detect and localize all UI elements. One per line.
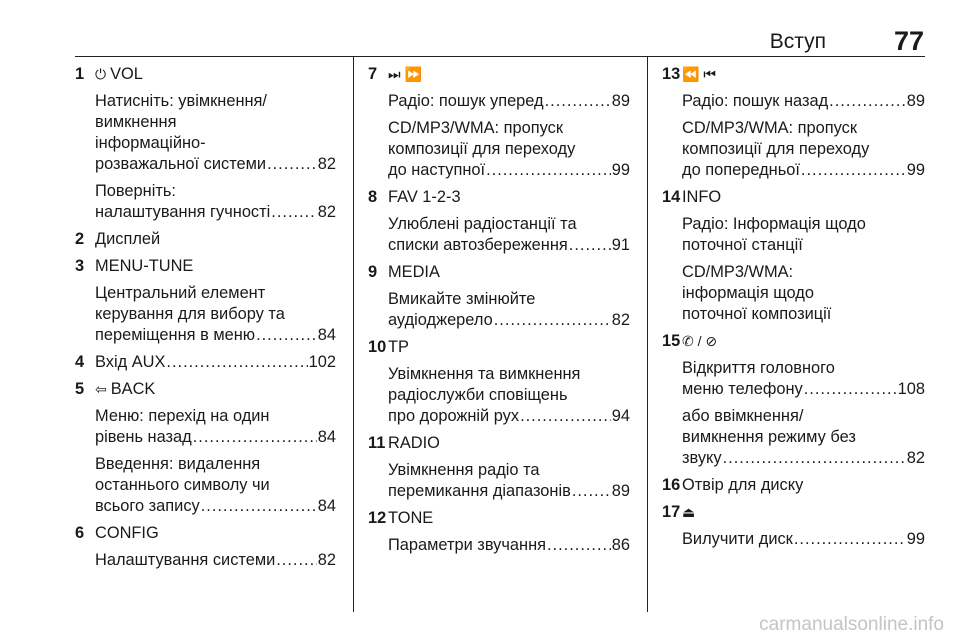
dot-leader xyxy=(271,202,316,223)
dot-leader xyxy=(804,379,897,400)
text-line: поточної станції xyxy=(682,236,803,254)
index-line xyxy=(682,379,925,400)
entry-paragraph xyxy=(682,529,925,550)
dot-leader xyxy=(256,325,317,346)
index-line xyxy=(95,154,336,175)
column-divider xyxy=(353,57,354,612)
legend-entry xyxy=(75,256,336,346)
dot-leader xyxy=(829,91,906,112)
index-text: списки автозбереження xyxy=(388,236,568,254)
index-line xyxy=(95,550,336,571)
page-ref: 99 xyxy=(906,161,925,179)
entry-title: MENU-TUNE xyxy=(95,257,194,275)
page-ref: 82 xyxy=(317,203,336,221)
text-line: Улюблені радіостанції та xyxy=(388,215,577,233)
entry-number: 2 xyxy=(75,230,85,248)
index-line xyxy=(388,235,630,256)
entry-body xyxy=(388,337,630,427)
entry-paragraph xyxy=(95,550,336,571)
entry-body xyxy=(682,187,925,325)
entry-title: CONFIG xyxy=(95,524,159,542)
dot-leader xyxy=(794,529,906,550)
entry-number: 1 xyxy=(75,65,85,83)
entry-number: 4 xyxy=(75,353,85,371)
text-line: композиції для переходу xyxy=(682,140,870,158)
seek-forward-icon: ⏭ ⏩ xyxy=(388,66,422,82)
page-ref: 84 xyxy=(317,326,336,344)
index-line xyxy=(95,202,336,223)
entry-paragraph xyxy=(95,91,336,175)
text-line: інформаційно- xyxy=(95,134,206,152)
entry-heading xyxy=(95,256,336,277)
index-text: всього запису xyxy=(95,497,200,515)
entry-title: RADIO xyxy=(388,434,440,452)
page-ref: 82 xyxy=(906,449,925,467)
legend-entry xyxy=(75,64,336,223)
index-text: перемикання діапазонів xyxy=(388,482,571,500)
entry-number: 7 xyxy=(368,65,378,83)
index-text: про дорожній рух xyxy=(388,407,520,425)
text-line: вимкнення xyxy=(95,113,177,131)
dot-leader xyxy=(569,235,611,256)
entry-title: TP xyxy=(388,338,409,356)
legend-entry xyxy=(368,64,630,181)
dot-leader xyxy=(166,352,307,373)
entry-heading xyxy=(95,352,336,373)
entry-heading xyxy=(682,502,925,523)
entry-paragraph xyxy=(388,214,630,256)
entry-title: BACK xyxy=(110,380,156,398)
entry-heading xyxy=(682,475,925,496)
legend-entry xyxy=(75,523,336,571)
text-line: Відкриття головного xyxy=(682,359,835,377)
entry-number: 5 xyxy=(75,380,85,398)
entry-number: 3 xyxy=(75,257,85,275)
index-text: до наступної xyxy=(388,161,486,179)
index-text: аудіоджерело xyxy=(388,311,493,329)
text-line: Увімкнення радіо та xyxy=(388,461,540,479)
entry-body xyxy=(95,229,336,250)
dot-leader xyxy=(801,160,906,181)
text-line: CD/MP3/WMA: пропуск xyxy=(682,119,858,137)
index-line xyxy=(388,310,630,331)
page-ref: 82 xyxy=(611,311,630,329)
page-ref: 89 xyxy=(611,92,630,110)
text-line: CD/MP3/WMA: xyxy=(682,263,794,281)
text-line: останнього символу чи xyxy=(95,476,270,494)
index-line xyxy=(95,496,336,517)
eject-icon: ⏏ xyxy=(682,504,696,520)
entry-paragraph xyxy=(388,289,630,331)
index-line xyxy=(682,448,925,469)
entry-title: INFO xyxy=(682,188,722,206)
entry-body xyxy=(388,64,630,181)
entry-paragraph xyxy=(95,181,336,223)
entry-body xyxy=(95,352,336,373)
entry-heading xyxy=(95,523,336,544)
entry-paragraph xyxy=(682,91,925,112)
entry-body xyxy=(388,508,630,556)
entry-body xyxy=(95,523,336,571)
page-ref: 86 xyxy=(611,536,630,554)
entry-title: VOL xyxy=(110,65,143,83)
index-text: Вхід AUX xyxy=(95,353,166,371)
entry-paragraph xyxy=(682,358,925,400)
dot-leader xyxy=(193,427,317,448)
entry-paragraph xyxy=(95,406,336,448)
entry-number: 6 xyxy=(75,524,85,542)
page-ref: 91 xyxy=(611,236,630,254)
entry-number: 10 xyxy=(368,338,387,356)
index-line xyxy=(388,91,630,112)
index-line xyxy=(682,529,925,550)
text-line: Вмикайте змінюйте xyxy=(388,290,536,308)
index-text: звуку xyxy=(682,449,722,467)
entry-heading xyxy=(388,187,630,208)
index-text: Радіо: пошук уперед xyxy=(388,92,544,110)
page-ref: 102 xyxy=(308,353,336,371)
entry-paragraph xyxy=(682,406,925,469)
entry-number: 15 xyxy=(662,332,681,350)
index-line xyxy=(388,535,630,556)
entry-paragraph xyxy=(388,460,630,502)
index-line xyxy=(682,160,925,181)
back-arrow-icon: ⇦ xyxy=(95,381,107,397)
page-ref: 94 xyxy=(611,407,630,425)
legend-entry xyxy=(662,475,925,496)
page-ref: 82 xyxy=(317,155,336,173)
text-line: CD/MP3/WMA: пропуск xyxy=(388,119,564,137)
text-line: інформація щодо xyxy=(682,284,814,302)
dot-leader xyxy=(547,535,611,556)
legend-entry xyxy=(75,379,336,517)
index-line xyxy=(682,91,925,112)
power-icon: ⏻ xyxy=(95,66,107,82)
index-text: переміщення в меню xyxy=(95,326,256,344)
dot-leader xyxy=(545,91,611,112)
page-number: 77 xyxy=(893,26,924,56)
entry-paragraph xyxy=(388,364,630,427)
index-text: розважальної системи xyxy=(95,155,267,173)
entry-number: 8 xyxy=(368,188,378,206)
index-line xyxy=(95,427,336,448)
index-text: меню телефону xyxy=(682,380,803,398)
page-ref: 89 xyxy=(906,92,925,110)
entry-paragraph xyxy=(388,91,630,112)
index-text: рівень назад xyxy=(95,428,192,446)
text-line: Натисніть: увімкнення/ xyxy=(95,92,267,110)
index-text: Параметри звучання xyxy=(388,536,546,554)
dot-leader xyxy=(276,550,317,571)
column-3 xyxy=(662,64,925,550)
dot-leader xyxy=(201,496,317,517)
entry-body xyxy=(682,475,925,496)
entry-number: 16 xyxy=(662,476,681,494)
entry-body xyxy=(682,64,925,181)
index-text: Налаштування системи xyxy=(95,551,276,569)
watermark: carmanualsonline.info xyxy=(759,614,944,635)
header-divider xyxy=(75,56,925,57)
legend-entry xyxy=(662,187,925,325)
index-line xyxy=(388,406,630,427)
legend-entry xyxy=(662,331,925,469)
seek-back-icon: ⏪ ⏮ xyxy=(682,66,716,82)
page-ref: 82 xyxy=(317,551,336,569)
legend-entry xyxy=(368,433,630,502)
entry-title: TONE xyxy=(388,509,434,527)
entry-body xyxy=(388,433,630,502)
entry-number: 13 xyxy=(662,65,681,83)
index-line xyxy=(95,325,336,346)
entry-heading xyxy=(95,229,336,250)
entry-body xyxy=(682,331,925,469)
page-title: Вступ xyxy=(769,30,826,53)
entry-body xyxy=(388,187,630,256)
entry-paragraph xyxy=(95,283,336,346)
entry-title: Дисплей xyxy=(95,230,161,248)
dot-leader xyxy=(572,481,611,502)
index-text: Радіо: пошук назад xyxy=(682,92,829,110)
legend-entry xyxy=(368,508,630,556)
page-ref: 89 xyxy=(611,482,630,500)
entry-heading xyxy=(682,331,925,352)
entry-heading xyxy=(388,508,630,529)
entry-heading xyxy=(95,379,336,400)
index-text: Вилучити диск xyxy=(682,530,793,548)
page-ref: 84 xyxy=(317,428,336,446)
dot-leader xyxy=(723,448,906,469)
text-line: поточної композиції xyxy=(682,305,832,323)
text-line: вимкнення режиму без xyxy=(682,428,856,446)
entry-number: 9 xyxy=(368,263,378,281)
entry-body xyxy=(682,502,925,550)
text-line: композиції для переходу xyxy=(388,140,576,158)
entry-heading xyxy=(388,433,630,454)
phone-mute-icon: ✆ / ⊘ xyxy=(682,333,718,349)
entry-heading xyxy=(682,187,925,208)
page-ref: 84 xyxy=(317,497,336,515)
entry-paragraph xyxy=(682,262,925,325)
entry-number: 11 xyxy=(368,434,386,452)
text-line: керування для вибору та xyxy=(95,305,285,323)
page-ref: 99 xyxy=(611,161,630,179)
legend-entry xyxy=(75,229,336,250)
text-line: Меню: перехід на один xyxy=(95,407,270,425)
legend-entry xyxy=(368,187,630,256)
entry-body xyxy=(95,256,336,346)
entry-heading xyxy=(682,64,925,85)
legend-entry xyxy=(368,262,630,331)
dot-leader xyxy=(494,310,611,331)
entry-number: 17 xyxy=(662,503,681,521)
index-line xyxy=(388,160,630,181)
page-ref: 108 xyxy=(897,380,925,398)
entry-paragraph xyxy=(95,454,336,517)
entry-body xyxy=(388,262,630,331)
legend-entry xyxy=(75,352,336,373)
legend-entry xyxy=(662,64,925,181)
index-line xyxy=(388,481,630,502)
column-divider xyxy=(647,57,648,612)
entry-heading xyxy=(95,64,336,85)
dot-leader xyxy=(520,406,611,427)
column-1 xyxy=(75,64,336,571)
text-line: радіослужби сповіщень xyxy=(388,386,568,404)
text-line: Увімкнення та вимкнення xyxy=(388,365,581,383)
entry-heading xyxy=(388,337,630,358)
entry-title: Отвір для диску xyxy=(682,476,804,494)
entry-body xyxy=(95,64,336,223)
entry-paragraph xyxy=(682,214,925,256)
legend-entry xyxy=(662,502,925,550)
entry-paragraph xyxy=(388,535,630,556)
page-ref: 99 xyxy=(906,530,925,548)
text-line: Введення: видалення xyxy=(95,455,261,473)
entry-heading xyxy=(388,262,630,283)
entry-number: 12 xyxy=(368,509,387,527)
text-line: Центральний елемент xyxy=(95,284,266,302)
entry-title: MEDIA xyxy=(388,263,440,281)
text-line: або ввімкнення/ xyxy=(682,407,804,425)
dot-leader xyxy=(486,160,611,181)
text-line: Поверніть: xyxy=(95,182,176,200)
entry-title: FAV 1-2-3 xyxy=(388,188,461,206)
entry-number: 14 xyxy=(662,188,681,206)
legend-entry xyxy=(368,337,630,427)
index-text: до попередньої xyxy=(682,161,800,179)
text-line: Радіо: Інформація щодо xyxy=(682,215,866,233)
dot-leader xyxy=(267,154,317,175)
entry-heading xyxy=(388,64,630,85)
entry-paragraph xyxy=(682,118,925,181)
index-text: налаштування гучності xyxy=(95,203,271,221)
entry-body xyxy=(95,379,336,517)
column-2 xyxy=(368,64,630,556)
entry-paragraph xyxy=(388,118,630,181)
